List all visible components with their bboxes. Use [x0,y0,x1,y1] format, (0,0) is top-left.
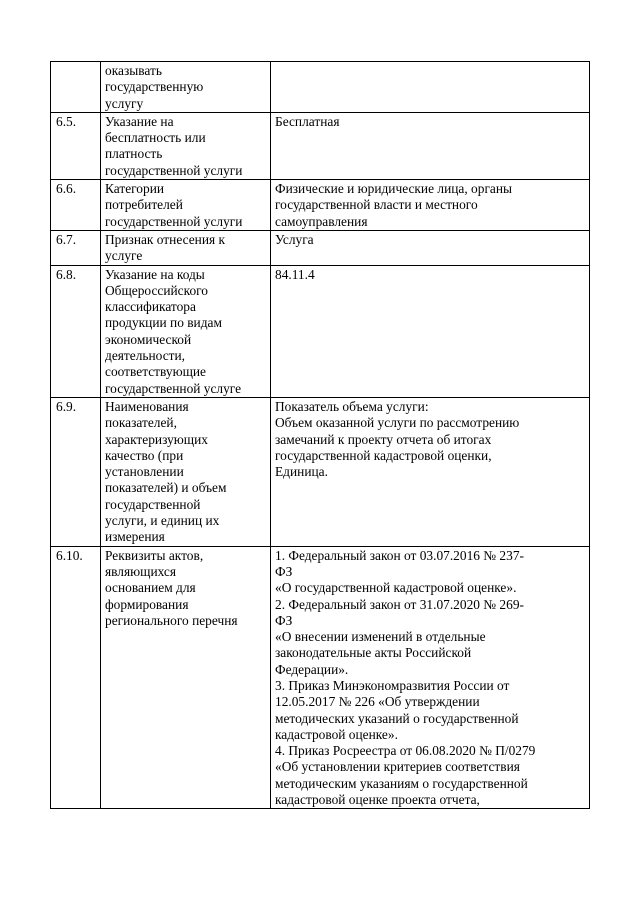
row-value-line: Физические и юридические лица, органы [275,181,513,197]
row-label-line: качество (при [105,447,184,463]
row-value-line: кадастровой оценке проекта отчета, [275,792,480,808]
row-label-line: являющихся [105,563,177,579]
row-label [101,265,271,397]
row-label-line: Признак отнесения к [105,231,225,247]
row-value-line: «О государственной кадастровой оценке». [275,580,517,596]
row-label-line: Указание на [105,113,174,129]
table-row [51,180,590,231]
row-label-line: услуге [105,248,143,264]
row-value-line: методическим указаниям о государственной [275,775,528,791]
row-value [271,180,590,231]
row-value-line: Бесплатная [275,113,340,129]
row-label [101,546,271,809]
row-number: 6.8. [51,265,101,397]
row-value-line: Услуга [275,231,314,247]
row-number: 6.6. [51,180,101,231]
row-value-line: ФЗ [275,563,293,579]
row-label-line: государственной [105,496,201,512]
row-value [271,230,590,265]
row-value-line: Показатель объема услуги: [275,398,429,414]
row-number: 6.10. [51,546,101,809]
row-label-line: Общероссийского [105,282,208,298]
row-label-line: Указание на коды [105,266,205,282]
row-value [271,546,590,809]
row-label-line: государственную [105,79,204,95]
row-value-line: Единица. [275,464,328,480]
row-label-line: государственной услуге [105,380,242,396]
row-label-line: формирования [105,596,189,612]
table-row [51,265,590,397]
table-row [51,546,590,809]
row-label-line: Реквизиты актов, [105,547,204,563]
row-value-line: 12.05.2017 № 226 «Об утверждении [275,694,480,710]
row-number: 6.5. [51,112,101,179]
row-label-line: услугу [105,95,144,111]
row-label-line: государственной услуги [105,213,243,229]
row-number [51,62,101,113]
row-label [101,180,271,231]
table-row [51,112,590,179]
row-value-line: 84.11.4 [275,266,315,282]
services-table [50,61,590,809]
row-label-line: Наименования [105,398,189,414]
row-value-line: 4. Приказ Росреестра от 06.08.2020 № П/0279 [275,743,536,759]
row-value-line: 2. Федеральный закон от 31.07.2020 № 269- [275,596,524,612]
row-label-line: экономической [105,331,192,347]
row-label-line: основанием для [105,580,196,596]
row-label [101,397,271,546]
row-value-line: самоуправления [275,213,368,229]
row-label-line: характеризующих [105,431,208,447]
row-label-line: деятельности, [105,348,186,364]
row-label-line: услуги, и единиц их [105,513,220,529]
row-value-line: 1. Федеральный закон от 03.07.2016 № 237- [275,547,524,563]
row-label-line: установлении [105,464,184,480]
row-value-line: методических указаний о государственной [275,710,519,726]
table-row [51,62,590,113]
row-label-line: продукции по видам [105,315,222,331]
table-body [51,62,590,809]
row-label-line: Категории [105,181,165,197]
row-value [271,62,590,113]
row-label-line: платность [105,146,163,162]
row-value-line: «Об установлении критериев соответствия [275,759,520,775]
row-value-line: государственной кадастровой оценки, [275,447,492,463]
row-value-line: законодательные акты Российской [275,645,472,661]
row-number: 6.9. [51,397,101,546]
row-value-line: «О внесении изменений в отдельные [275,629,486,645]
table-row [51,230,590,265]
row-label-line: оказывать [105,63,162,78]
row-label-line: показателей) и объем [105,480,227,496]
row-label-line: государственной услуги [105,162,243,178]
table-row [51,397,590,546]
row-value-line: замечаний к проекту отчета об итогах [275,431,492,447]
row-value-line: государственной власти и местного [275,197,478,213]
row-value-line: ФЗ [275,612,293,628]
row-value [271,112,590,179]
row-value [271,265,590,397]
row-label [101,62,271,113]
row-value-line: кадастровой оценке». [275,726,398,742]
row-value-line: 3. Приказ Минэкономразвития России от [275,677,510,693]
row-label-line: измерения [105,529,165,545]
row-label-line: соответствующие [105,364,206,380]
row-value-line: Федерации». [275,661,349,677]
row-value [271,397,590,546]
row-label-line: потребителей [105,197,183,213]
row-number: 6.7. [51,230,101,265]
row-label-line: регионального перечня [105,612,238,628]
row-label-line: классификатора [105,299,196,315]
row-label [101,112,271,179]
row-value-line: Объем оказанной услуги по рассмотрению [275,415,520,431]
row-label [101,230,271,265]
row-label-line: бесплатность или [105,130,206,146]
row-label-line: показателей, [105,415,177,431]
